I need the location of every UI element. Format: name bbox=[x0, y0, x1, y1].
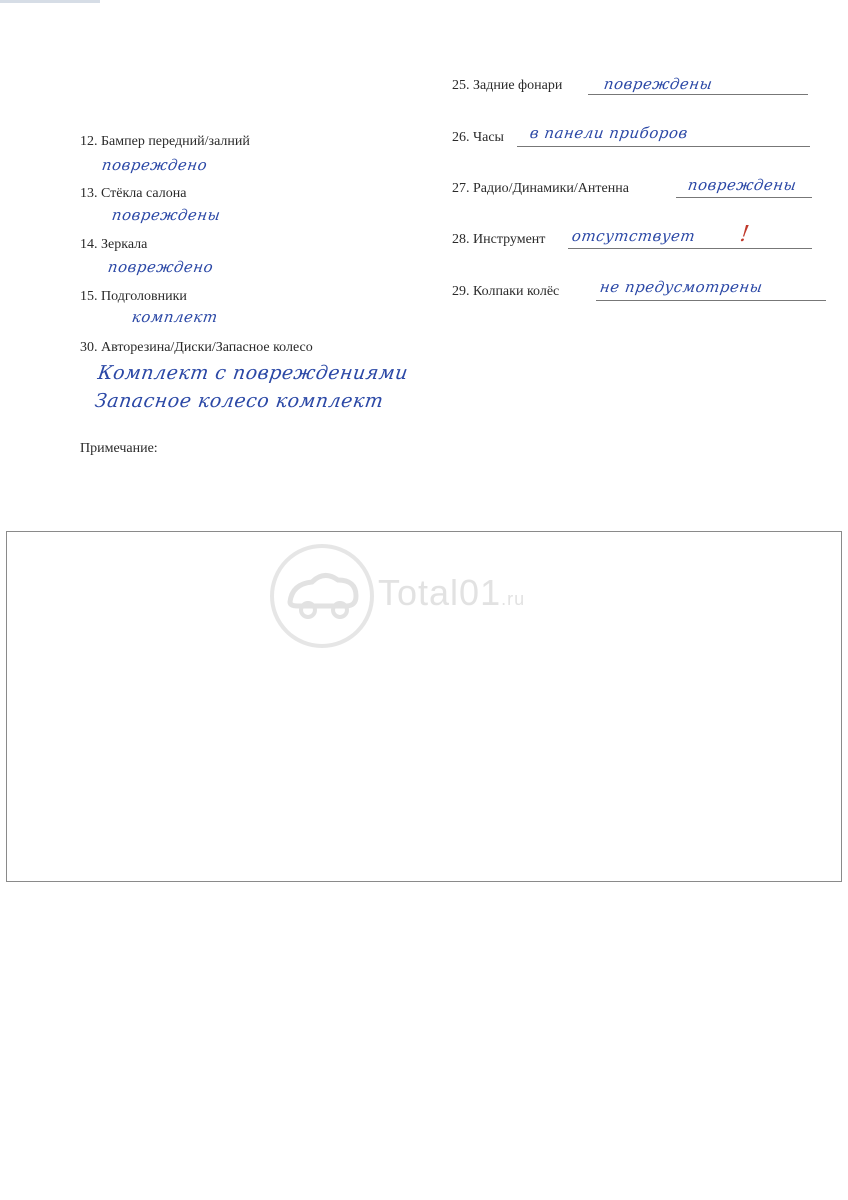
item-15-value: комплект bbox=[130, 308, 219, 326]
item-14-value: повреждено bbox=[106, 258, 215, 276]
item-15-label: 15. Подголовники bbox=[80, 289, 187, 304]
item-27-rule bbox=[676, 197, 812, 198]
item-30-label: 30. Авторезина/Диски/Запасное колесо bbox=[80, 340, 313, 355]
item-28-label: 28. Инструмент bbox=[452, 232, 546, 247]
item-28-exclamation: ! bbox=[738, 222, 752, 247]
item-30-line2: Запасное колесо комплект bbox=[93, 390, 385, 412]
item-27-label: 27. Радио/Динамики/Антенна bbox=[452, 181, 629, 196]
item-29-label: 29. Колпаки колёс bbox=[452, 284, 560, 299]
watermark-logo-icon bbox=[268, 540, 376, 652]
item-25-value: повреждены bbox=[602, 75, 714, 93]
scan-edge-mark bbox=[0, 0, 100, 3]
item-14-label: 14. Зеркала bbox=[80, 237, 148, 252]
item-28-rule bbox=[568, 248, 812, 249]
item-27-value: повреждены bbox=[686, 176, 798, 194]
item-25-label: 25. Задние фонари bbox=[452, 78, 563, 93]
item-12-label: 12. Бампер передний/залний bbox=[80, 134, 250, 149]
watermark-text: Total01.ru bbox=[378, 572, 526, 613]
item-29-value: не предусмотрены bbox=[598, 278, 764, 296]
item-25-rule bbox=[588, 94, 808, 95]
item-29-rule bbox=[596, 300, 826, 301]
item-26-rule bbox=[517, 146, 810, 147]
item-26-label: 26. Часы bbox=[452, 130, 504, 145]
item-26-value: в панели приборов bbox=[528, 124, 690, 142]
item-13-label: 13. Стёкла салона bbox=[80, 186, 187, 201]
item-28-value: отсутствует bbox=[570, 227, 697, 245]
note-label: Примечание: bbox=[80, 441, 158, 456]
item-12-value: повреждено bbox=[100, 156, 209, 174]
item-13-value: повреждены bbox=[110, 206, 222, 224]
item-30-line1: Комплект с повреждениями bbox=[96, 362, 410, 384]
